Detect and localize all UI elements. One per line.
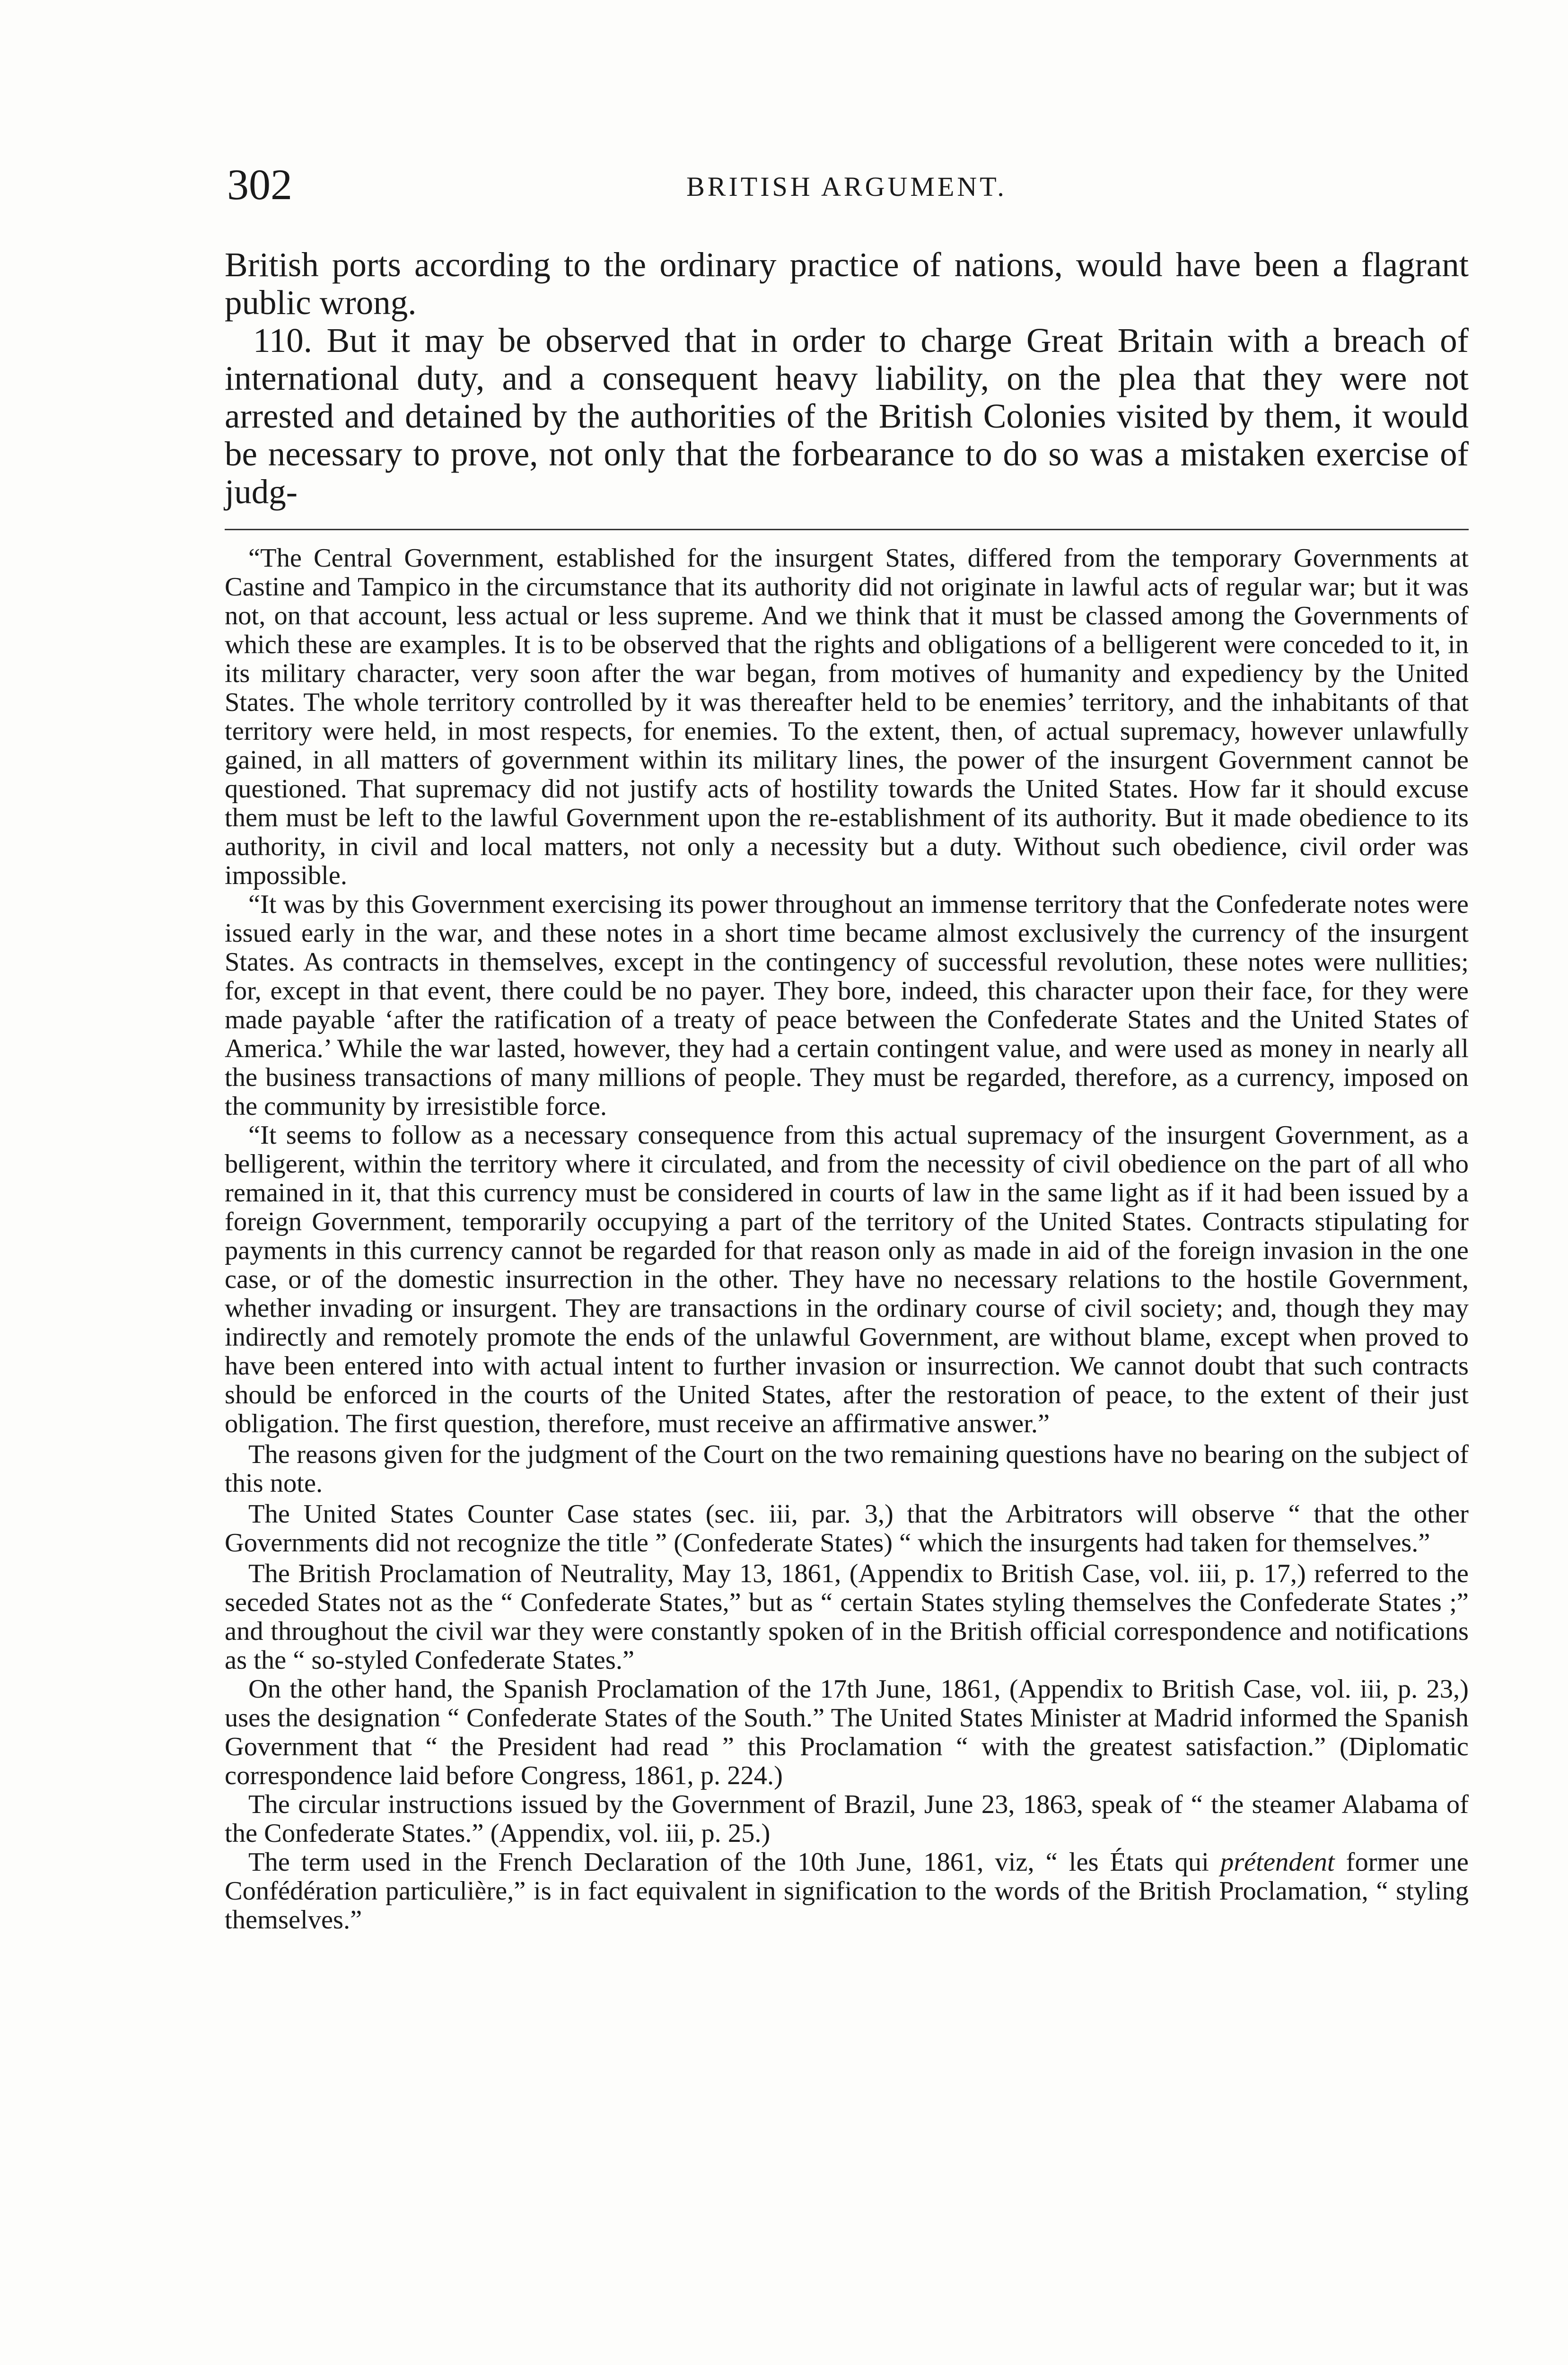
footnote-paragraph: “It was by this Government exercising its power throughout an immense territory that the Confederate notes were issued early in the war, and these notes in a short time became almost exclusively the currency of the insurgent States. As contracts in themselves, except in the contingency of successful revolution, these notes were nullities; for, except in that event, there could be no payer. They bore, indeed, this character upon their face, for they were made payable ‘after the ratification of a treaty of peace between the Confederate States and the United States of America.’ While the war lasted, however, they had a certain contingent value, and were used as money in nearly all the business transactions of many millions of people. They must be regarded, therefore, as a currency, imposed on the community by irresistible force.	[225, 890, 1469, 1121]
footnote-text: The term used in the French Declaration of the 10th June, 1861, viz, “ les États qui	[248, 1848, 1220, 1877]
footnote-paragraph: The circular instructions issued by the Government of Brazil, June 23, 1863, speak of “ the steamer Alabama of the Confederate States.” (Appendix, vol. iii, p. 25.)	[225, 1790, 1469, 1848]
main-text	[225, 246, 1469, 511]
footnote-paragraph: “The Central Government, established for the insurgent States, differed from the temporary Governments at Castine and Tampico in the circumstance that its authority did not originate in lawful acts of regular war; but it was not, on that account, less actual or less supreme. And we think that it must be classed among the Governments of which these are examples. It is to be observed that the rights and obligations of a belligerent were conceded to it, in its military character, very soon after the war began, from motives of humanity and expediency by the United States. The whole territory controlled by it was thereafter held to be enemies’ territory, and the inhabitants of that territory were held, in most respects, for enemies. To the extent, then, of actual supremacy, however unlawfully gained, in all matters of government within its military lines, the power of the insurgent Government cannot be questioned. That supremacy did not justify acts of hostility towards the United States. How far it should excuse them must be left to the lawful Government upon the re-establishment of its authority. But it made obedience to its authority, in civil and local matters, not only a necessity but a duty. Without such obedience, civil order was impossible.	[225, 543, 1469, 890]
footnote-paragraph: On the other hand, the Spanish Proclamation of the 17th June, 1861, (Appendix to British Case, vol. iii, p. 23,) uses the designation “ Confederate States of the South.” The United States Minister at Madrid informed the Spanish Government that “ the President had read ” this Proclamation “ with the greatest satisfaction.” (Diplomatic correspondence laid before Congress, 1861, p. 224.)	[225, 1674, 1469, 1790]
footnote-paragraph: The British Proclamation of Neutrality, May 13, 1861, (Appendix to British Case, vol. iii, p. 17,) referred to the seceded States not as the “ Confederate States,” but as “ certain States styling themselves the Confederate States ;” and throughout the civil war they were constantly spoken of in the British official correspondence and notifications as the “ so-styled Confederate States.”	[225, 1559, 1469, 1675]
main-paragraph-110: 110. But it may be observed that in order to charge Great Britain with a breach of international duty, and a consequent heavy liability, on the plea that they were not arrested and detained by the authorities of the British Colonies visited by them, it would be necessary to prove, not only that the forbearance to do so was a mistaken exercise of judg-	[225, 321, 1469, 511]
footnote-rule	[225, 529, 1469, 530]
page-header	[227, 156, 1466, 213]
footnote-paragraph: “It seems to follow as a necessary consequence from this actual supremacy of the insurgent Government, as a belligerent, within the territory where it circulated, and from the necessity of civil obedience on the part of all who remained in it, that this currency must be considered in courts of law in the same light as if it had been issued by a foreign Government, temporarily occupying a part of the territory of the United States. Contracts stipulating for payments in this currency cannot be regarded for that reason only as made in aid of the foreign invasion in the one case, or of the domestic insurrection in the other. They have no necessary relations to the hostile Government, whether invading or insurgent. They are transactions in the ordinary course of civil society; and, though they may indirectly and remotely promote the ends of the unlawful Government, are without blame, except when proved to have been entered into with actual intent to further invasion or insurrection. We cannot doubt that such contracts should be enforced in the courts of the United States, after the restoration of peace, to the extent of their just obligation. The first question, therefore, must receive an affirmative answer.”	[225, 1121, 1469, 1438]
footnote-paragraph: The United States Counter Case states (sec. iii, par. 3,) that the Arbitrators will observe “ that the other Governments did not recognize the title ” (Confederate States) “ which the insurgents had taken for themselves.”	[225, 1499, 1469, 1558]
page-number: 302	[227, 160, 292, 209]
footnote-paragraph: The reasons given for the judgment of the Court on the two remaining questions have no bearing on the subject of this note.	[225, 1440, 1469, 1498]
footnote-text: former une Confédération particulière,” is in fact equivalent in signification to the words of the British Proclamation, “ styling themselves.”	[225, 1848, 1469, 1935]
running-head: BRITISH ARGUMENT.	[686, 171, 1007, 202]
main-paragraph-continued: British ports according to the ordinary practice of nations, would have been a flagrant public wrong.	[225, 245, 1469, 322]
footnote	[225, 544, 1469, 1935]
footnote-paragraph	[225, 1848, 1469, 1935]
footnote-italic-text: prétendent	[1220, 1848, 1335, 1877]
